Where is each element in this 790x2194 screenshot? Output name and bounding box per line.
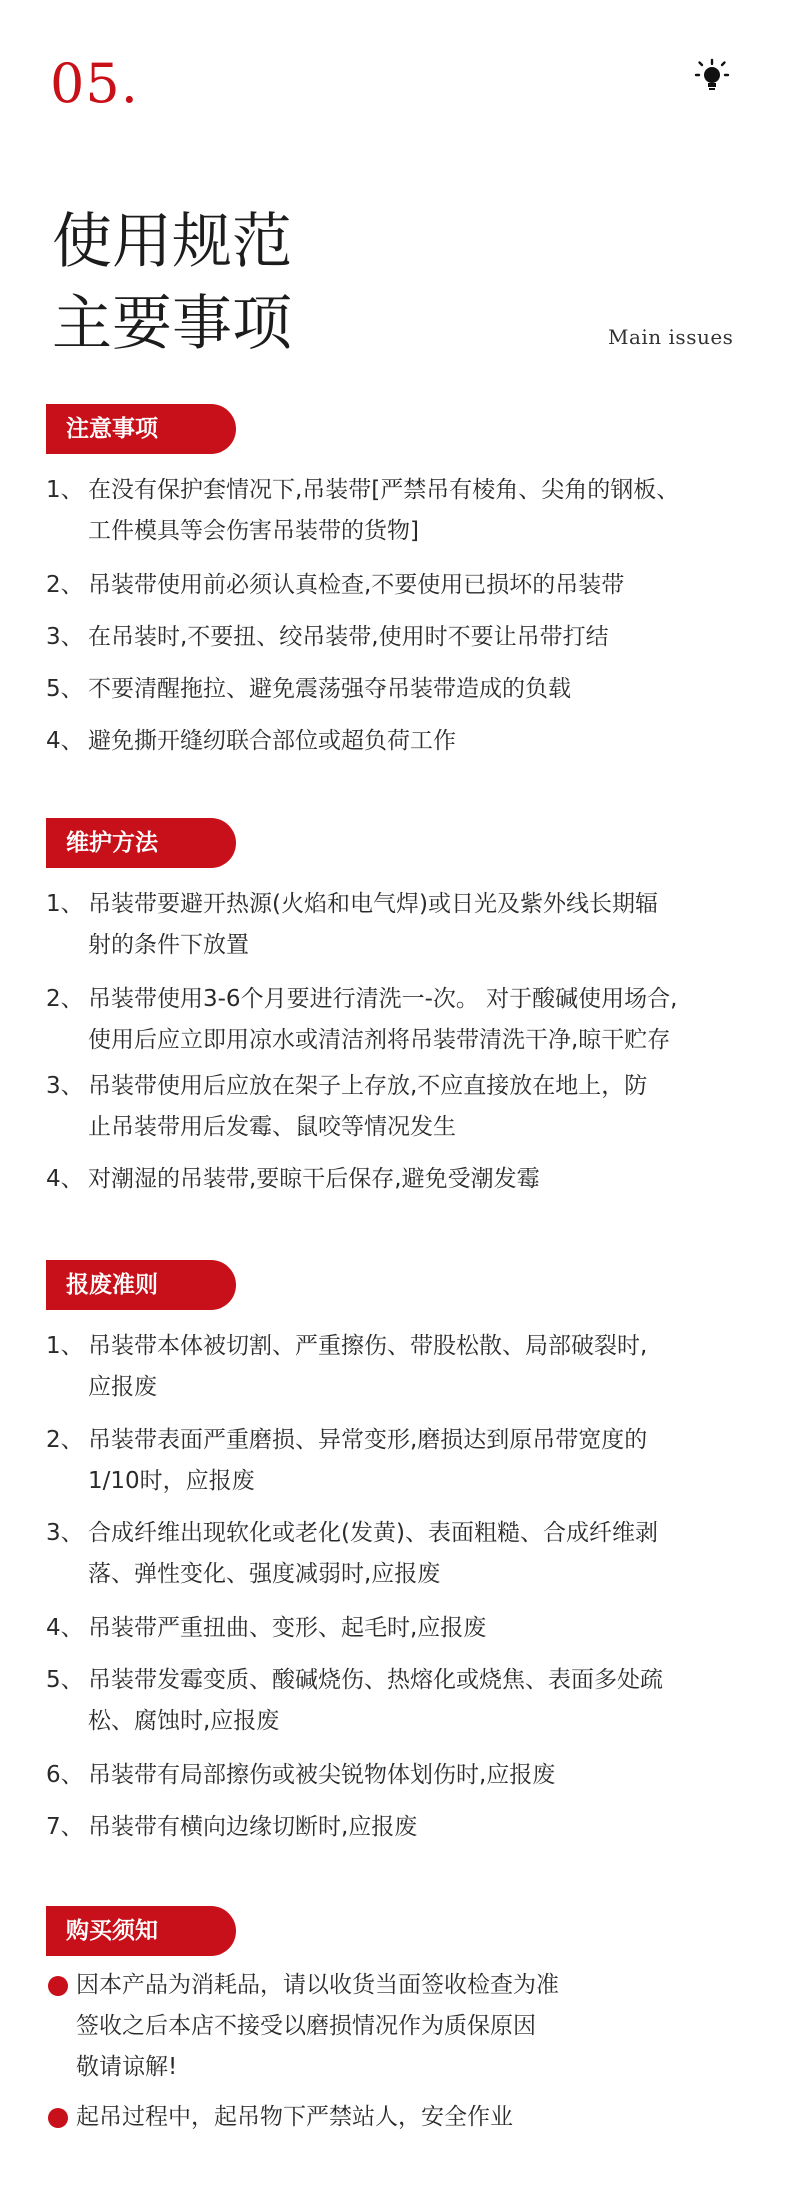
- list-item: [46, 1755, 766, 1796]
- item-number: 3、: [46, 1520, 84, 1546]
- item-text-line: 吊装带发霉变质、酸碱烧伤、热熔化或烧焦、表面多处疏: [88, 1667, 663, 1693]
- item-number: 6、: [46, 1762, 84, 1788]
- section-header-purchase-notes: 购买须知: [46, 1906, 236, 1956]
- list-item: [46, 1660, 766, 1742]
- bullet-dot-icon: [48, 2108, 68, 2128]
- lightbulb-icon: [694, 58, 730, 98]
- list-item: [46, 1326, 766, 1408]
- item-number: 5、: [46, 676, 84, 702]
- item-text-line: 在没有保护套情况下,吊装带[严禁吊有棱角、尖角的钢板、: [88, 477, 680, 503]
- item-text-line: 合成纤维出现软化或老化(发黄)、表面粗糙、合成纤维剥: [88, 1520, 658, 1546]
- item-text-line: 对潮湿的吊装带,要晾干后保存,避免受潮发霉: [88, 1166, 540, 1192]
- item-text-line: 应报废: [88, 1374, 157, 1400]
- page-subtitle: Main issues: [608, 325, 734, 349]
- item-number: 4、: [46, 1615, 84, 1641]
- list-item: [46, 1066, 766, 1148]
- list-item: [46, 1807, 766, 1848]
- section-header-cautions: 注意事项: [46, 404, 236, 454]
- list-item: [46, 1420, 766, 1502]
- item-text-line: 吊装带严重扭曲、变形、起毛时,应报废: [88, 1615, 487, 1641]
- list-item: [76, 1965, 756, 2088]
- section-header-maintenance: 维护方法: [46, 818, 236, 868]
- item-text-line: 落、弹性变化、强度减弱时,应报废: [88, 1561, 441, 1587]
- item-text-line: 吊装带使用3-6个月要进行清洗一-次。 对于酸碱使用场合,: [88, 986, 678, 1012]
- section-number: 05.: [50, 52, 139, 115]
- item-number: 2、: [46, 572, 84, 598]
- item-text-line: 吊装带表面严重磨损、异常变形,磨损达到原吊带宽度的: [88, 1427, 648, 1453]
- item-text-line: 吊装带使用前必须认真检查,不要使用已损坏的吊装带: [88, 572, 625, 598]
- page-title-line-2: 主要事项: [52, 289, 292, 359]
- item-text-line: 射的条件下放置: [88, 932, 249, 958]
- list-item: [76, 2097, 756, 2138]
- list-item: [46, 1513, 766, 1595]
- list-item: [46, 617, 766, 658]
- item-text-line: 避免撕开缝纫联合部位或超负荷工作: [88, 728, 456, 754]
- item-text-line: 吊装带本体被切割、严重擦伤、带股松散、局部破裂时,: [88, 1333, 648, 1359]
- list-item: [46, 565, 766, 606]
- list-item: [46, 979, 766, 1061]
- item-number: 5、: [46, 1667, 84, 1693]
- item-text-line: 吊装带有横向边缘切断时,应报废: [88, 1814, 418, 1840]
- item-text-line: 吊装带有局部擦伤或被尖锐物体划伤时,应报废: [88, 1762, 556, 1788]
- list-item: [46, 669, 766, 710]
- item-text-line: 使用后应立即用凉水或清洁剂将吊装带清洗干净,晾干贮存: [88, 1027, 671, 1053]
- item-text-line: 敬请谅解!: [76, 2054, 178, 2080]
- list-item: [46, 470, 766, 552]
- item-text-line: 因本产品为消耗品，请以收货当面签收检查为准: [76, 1972, 559, 1998]
- item-text-line: 吊装带要避开热源(火焰和电气焊)或日光及紫外线长期辐: [88, 891, 658, 917]
- item-text-line: 工件模具等会伤害吊装带的货物]: [88, 518, 419, 544]
- item-number: 3、: [46, 1073, 84, 1099]
- item-text-line: 不要清醒拖拉、避免震荡强夺吊装带造成的负载: [88, 676, 571, 702]
- item-text-line: 起吊过程中，起吊物下严禁站人，安全作业: [76, 2104, 513, 2130]
- bullet-dot-icon: [48, 1976, 68, 1996]
- item-number: 1、: [46, 1333, 84, 1359]
- page-title-line-1: 使用规范: [52, 207, 292, 277]
- item-text-line: 签收之后本店不接受以磨损情况作为质保原因: [76, 2013, 536, 2039]
- section-header-scrapping: 报废准则: [46, 1260, 236, 1310]
- list-item: [46, 721, 766, 762]
- item-number: 4、: [46, 728, 84, 754]
- item-number: 4、: [46, 1166, 84, 1192]
- item-text-line: 吊装带使用后应放在架子上存放,不应直接放在地上，防: [88, 1073, 648, 1099]
- item-number: 7、: [46, 1814, 84, 1840]
- item-text-line: 松、腐蚀时,应报废: [88, 1708, 280, 1734]
- item-number: 1、: [46, 891, 84, 917]
- list-item: [46, 1159, 766, 1200]
- item-number: 2、: [46, 1427, 84, 1453]
- item-number: 3、: [46, 624, 84, 650]
- list-item: [46, 1608, 766, 1649]
- list-item: [46, 884, 766, 966]
- item-number: 1、: [46, 477, 84, 503]
- item-text-line: 在吊装时,不要扭、绞吊装带,使用时不要让吊带打结: [88, 624, 609, 650]
- item-text-line: 1/10时，应报废: [88, 1468, 255, 1494]
- item-number: 2、: [46, 986, 84, 1012]
- item-text-line: 止吊装带用后发霉、鼠咬等情况发生: [88, 1114, 456, 1140]
